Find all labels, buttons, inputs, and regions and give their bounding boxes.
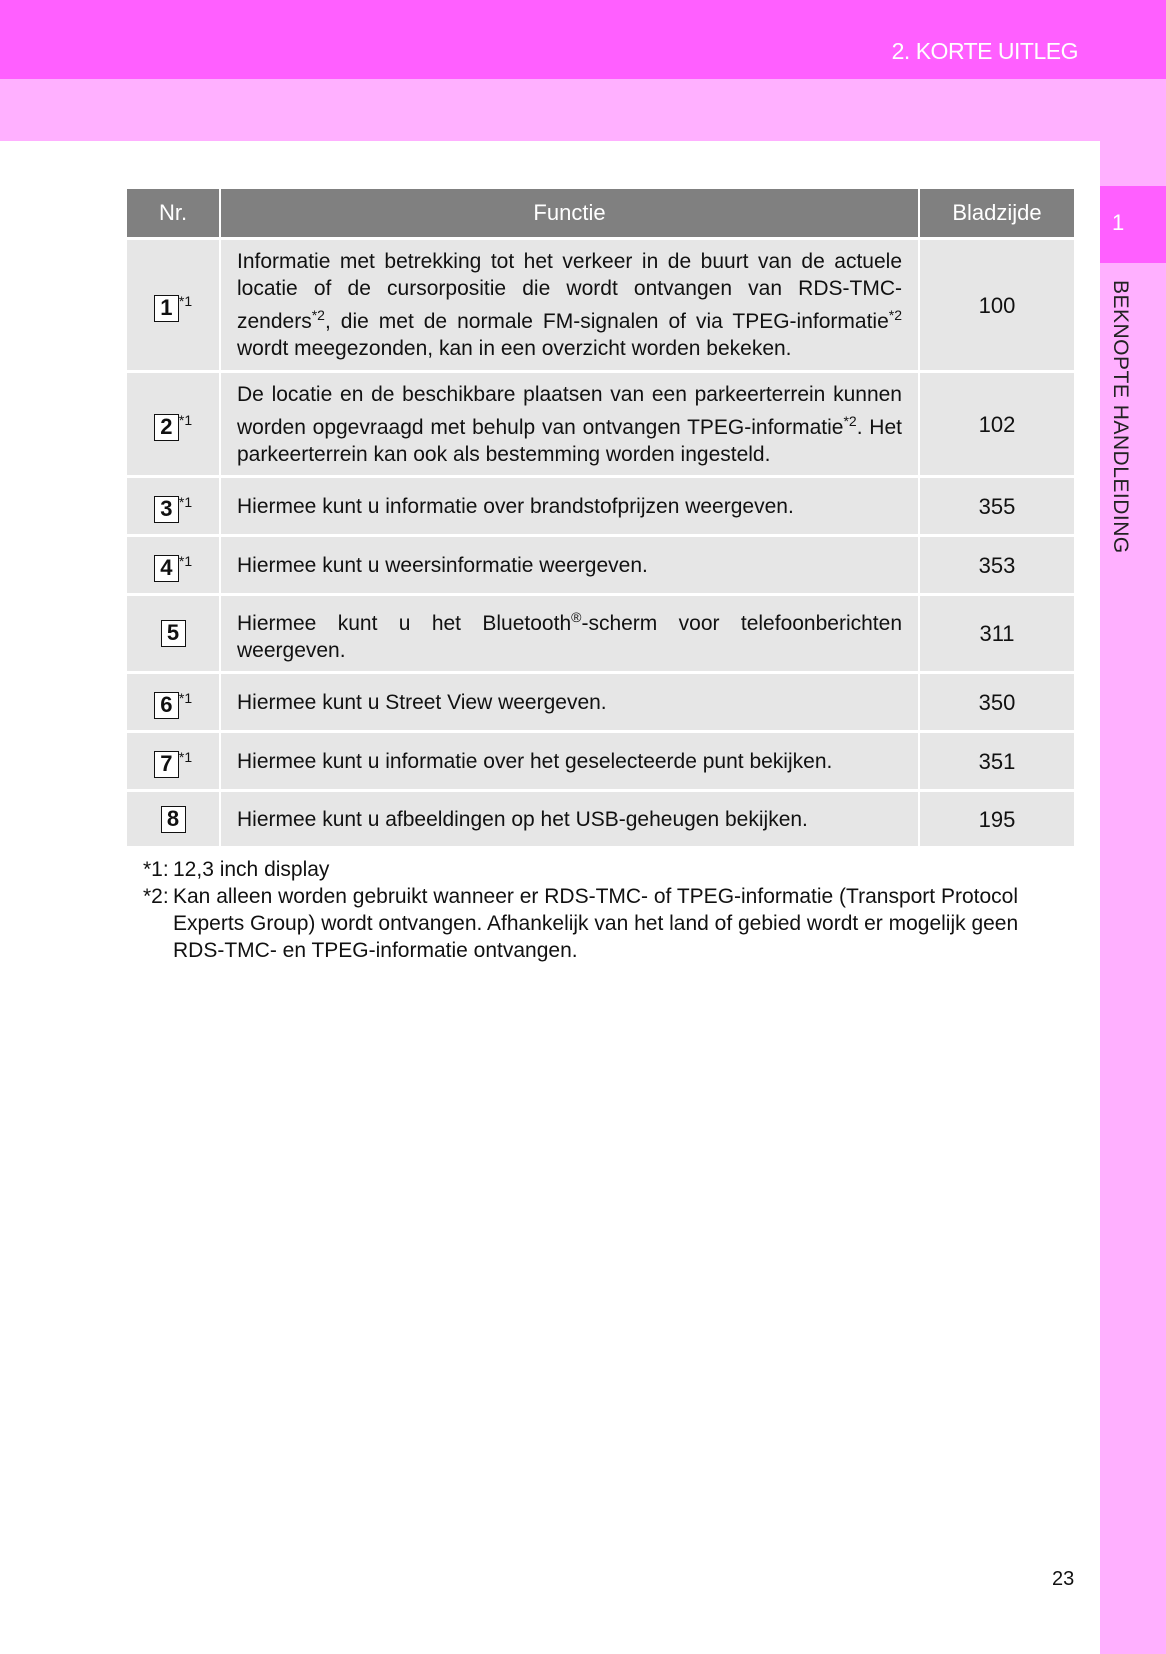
function-text: wordt meegezonden, kan in een overzicht worden bekeken. [237, 337, 792, 360]
note-ref: *1 [178, 749, 193, 766]
note-ref: *2 [311, 307, 325, 323]
footnote-mark: *2: [143, 885, 169, 908]
row-function [221, 373, 918, 475]
footnote [143, 856, 1063, 883]
function-text: . Het parkeerterrein kan ook als bestemming worden ingesteld. [237, 415, 902, 466]
row-number [127, 537, 219, 593]
function-text: De locatie en de beschikbare plaatsen van een parkeerterrein kunnen worden opgevraagd met behulp van ontvangen TPEG-informatie [237, 382, 902, 439]
row-function [221, 733, 918, 789]
col-nr: Nr. [127, 189, 219, 237]
function-text: Hiermee kunt u informatie over het geselecteerde punt bekijken. [237, 749, 833, 773]
footnote-mark: *1: [143, 858, 169, 881]
page-ref: 351 [920, 733, 1074, 789]
row-function [221, 478, 918, 534]
row-number [127, 596, 219, 671]
table-row [127, 674, 1074, 730]
row-number [127, 733, 219, 789]
row-number [127, 478, 219, 534]
row-number [127, 792, 219, 846]
function-text: Hiermee kunt u Street View weergeven. [237, 690, 607, 714]
number-box: 5 [161, 620, 186, 647]
table-row [127, 733, 1074, 789]
footnote [143, 883, 1063, 964]
function-table [125, 186, 1076, 849]
page-ref: 311 [920, 596, 1074, 671]
number-box: 6 [154, 692, 179, 719]
footnote-text: Kan alleen worden gebruikt wanneer er RDS-TMC- of TPEG-informatie (Transport Protocol Experts Group) wordt ontvangen. Afhankelijk van het land of gebied wordt er mogelijk geen RDS-TMC- en TPEG-informatie ontvangen. [173, 885, 1019, 962]
row-number [127, 373, 219, 475]
note-ref: *2 [888, 307, 902, 323]
table-row [127, 596, 1074, 671]
row-function [221, 792, 918, 846]
header-band [0, 79, 1166, 141]
row-function [221, 674, 918, 730]
note-ref: *2 [843, 412, 857, 429]
function-text: -scherm voor telefoonberichten weergeven. [237, 611, 902, 662]
function-text: Hiermee kunt u afbeeldingen op het USB-geheugen bekijken. [237, 807, 808, 831]
col-bladzijde: Bladzijde [920, 189, 1074, 237]
function-text: Hiermee kunt u het Bluetooth [237, 611, 572, 635]
footnote-text: 12,3 inch display [173, 858, 330, 881]
number-box: 4 [154, 555, 179, 582]
col-functie: Functie [221, 189, 918, 237]
note-ref: ® [571, 608, 582, 625]
table-row [127, 373, 1074, 475]
function-text: Informatie met betrekking tot het verkeer in de buurt van de actuele locatie of de cursorpositie die wordt ontvangen van RDS-TMC-zenders [237, 250, 902, 333]
function-text: Hiermee kunt u weersinformatie weergeven. [237, 553, 648, 577]
table-row [127, 240, 1074, 370]
chapter-label: BEKNOPTE HANDLEIDING [1109, 280, 1132, 554]
row-number [127, 240, 219, 370]
number-box: 1 [154, 295, 179, 322]
page-ref: 195 [920, 792, 1074, 846]
number-box: 7 [154, 751, 179, 778]
page-number: 23 [1052, 1568, 1075, 1590]
page-ref: 350 [920, 674, 1074, 730]
table-row [127, 792, 1074, 846]
number-box: 8 [161, 806, 186, 833]
function-text: Hiermee kunt u informatie over brandstofprijzen weergeven. [237, 494, 794, 518]
note-ref: *1 [178, 293, 193, 310]
row-function [221, 537, 918, 593]
page-ref: 355 [920, 478, 1074, 534]
page-ref: 100 [920, 240, 1074, 370]
note-ref: *1 [178, 690, 193, 707]
page-ref: 353 [920, 537, 1074, 593]
row-function [221, 240, 918, 370]
row-number [127, 674, 219, 730]
footnotes [143, 856, 1063, 964]
row-function [221, 596, 918, 671]
note-ref: *1 [178, 553, 193, 570]
note-ref: *1 [178, 412, 193, 429]
chapter-number: 1 [1100, 186, 1166, 263]
number-box: 2 [154, 414, 179, 441]
table-row [127, 537, 1074, 593]
number-box: 3 [154, 496, 179, 523]
note-ref: *1 [178, 494, 193, 511]
section-title: 2. KORTE UITLEG [891, 38, 1078, 64]
function-text: , die met de normale FM-signalen of via TPEG-informatie [324, 310, 889, 333]
table-row [127, 478, 1074, 534]
page-ref: 102 [920, 373, 1074, 475]
